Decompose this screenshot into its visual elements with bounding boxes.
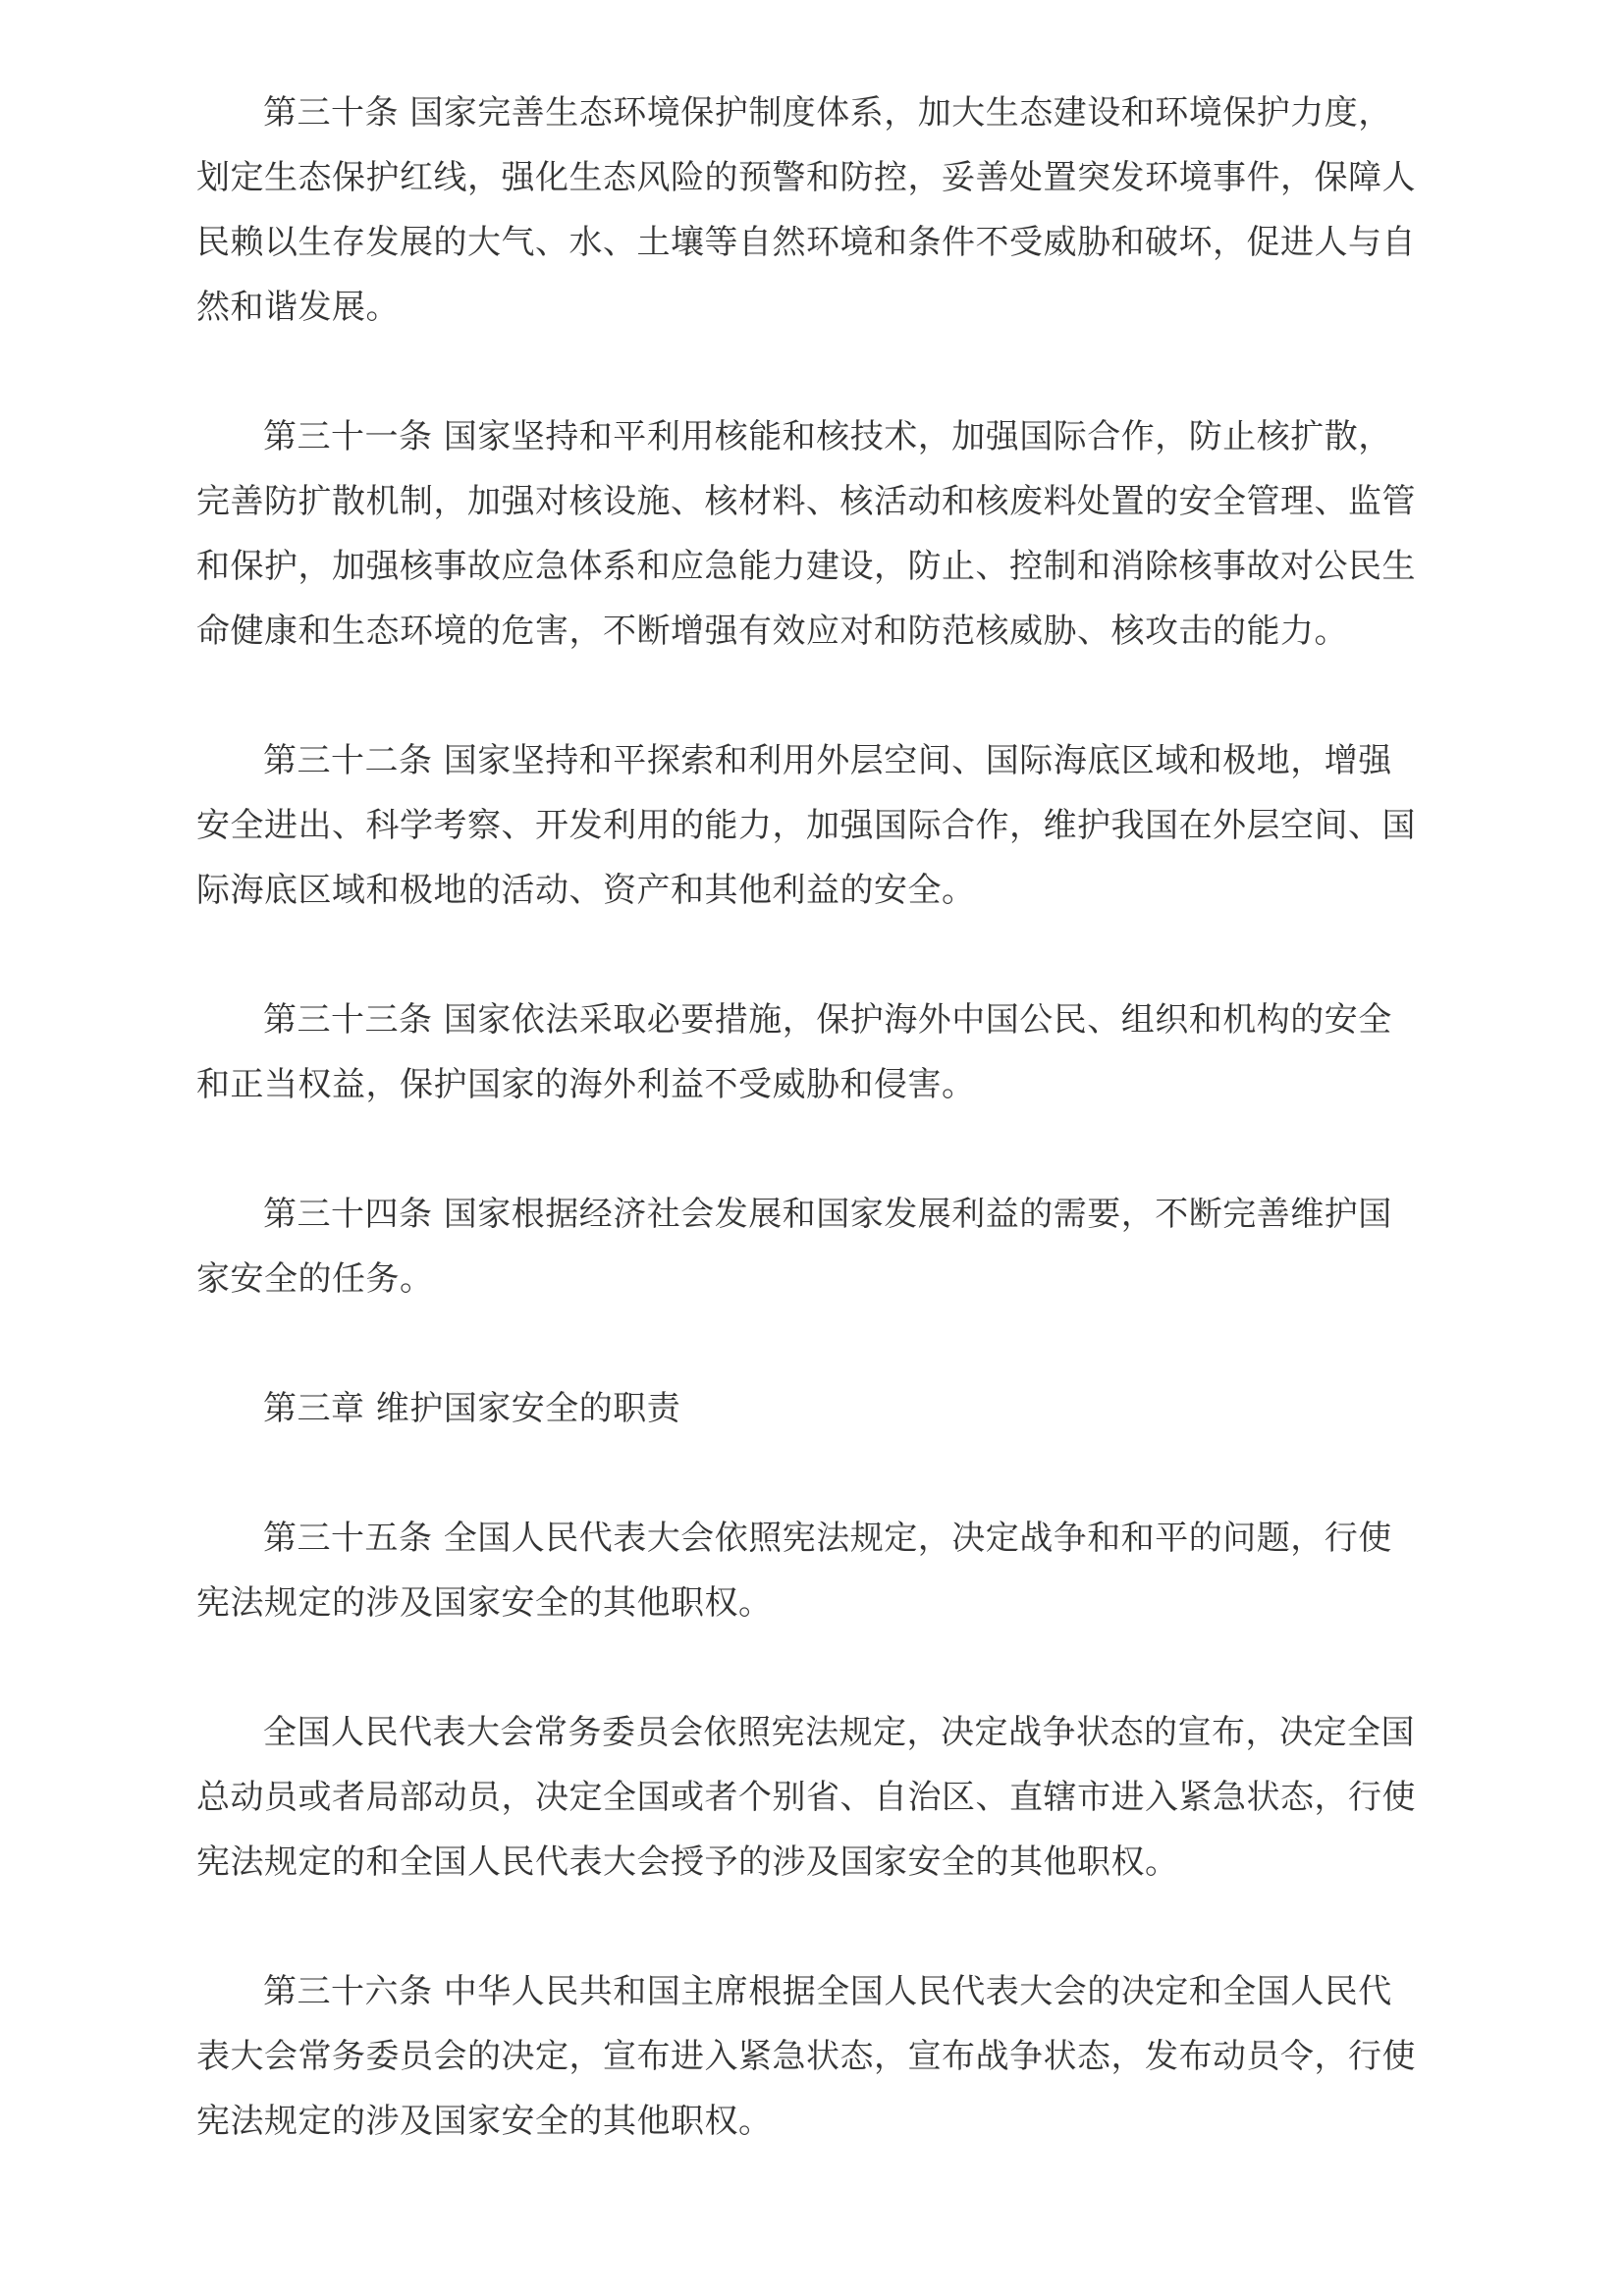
npc-standing-committee-paragraph: 全国人民代表大会常务委员会依照宪法规定，决定战争状态的宣布，决定全国总动员或者局部动员，决定全国或者个别省、自治区、直辖市进入紧急状态，行使宪法规定的和全国人民代表大会授予的涉及国家安全的其他职权。	[196, 1713, 1416, 1882]
article-32-paragraph: 第三十二条 国家坚持和平探索和利用外层空间、国际海底区域和极地，增强安全进出、科学考察、开发利用的能力，加强国际合作，维护我国在外层空间、国际海底区域和极地的活动、资产和其他利益的安全。	[196, 741, 1416, 910]
article-34-paragraph: 第三十四条 国家根据经济社会发展和国家发展利益的需要，不断完善维护国家安全的任务。	[196, 1195, 1392, 1299]
article-35-paragraph: 第三十五条 全国人民代表大会依照宪法规定，决定战争和和平的问题，行使宪法规定的涉及国家安全的其他职权。	[196, 1519, 1392, 1623]
article-33-paragraph: 第三十三条 国家依法采取必要措施，保护海外中国公民、组织和机构的安全和正当权益，保护国家的海外利益不受威胁和侵害。	[196, 1000, 1392, 1104]
article-36-paragraph: 第三十六条 中华人民共和国主席根据全国人民代表大会的决定和全国人民代表大会常务委员会的决定，宣布进入紧急状态，宣布战争状态，发布动员令，行使宪法规定的涉及国家安全的其他职权。	[196, 1972, 1416, 2141]
chapter-3-heading: 第三章 维护国家安全的职责	[263, 1389, 681, 1428]
article-30-paragraph: 第三十条 国家完善生态环境保护制度体系，加大生态建设和环境保护力度，划定生态保护红线，强化生态风险的预警和防控，妥善处置突发环境事件，保障人民赖以生存发展的大气、水、土壤等自然环境和条件不受威胁和破坏，促进人与自然和谐发展。	[196, 93, 1416, 327]
article-31-paragraph: 第三十一条 国家坚持和平利用核能和核技术，加强国际合作，防止核扩散，完善防扩散机制，加强对核设施、核材料、核活动和核废料处置的安全管理、监管和保护，加强核事故应急体系和应急能力建设，防止、控制和消除核事故对公民生命健康和生态环境的危害，不断增强有效应对和防范核威胁、核攻击的能力。	[196, 417, 1416, 651]
